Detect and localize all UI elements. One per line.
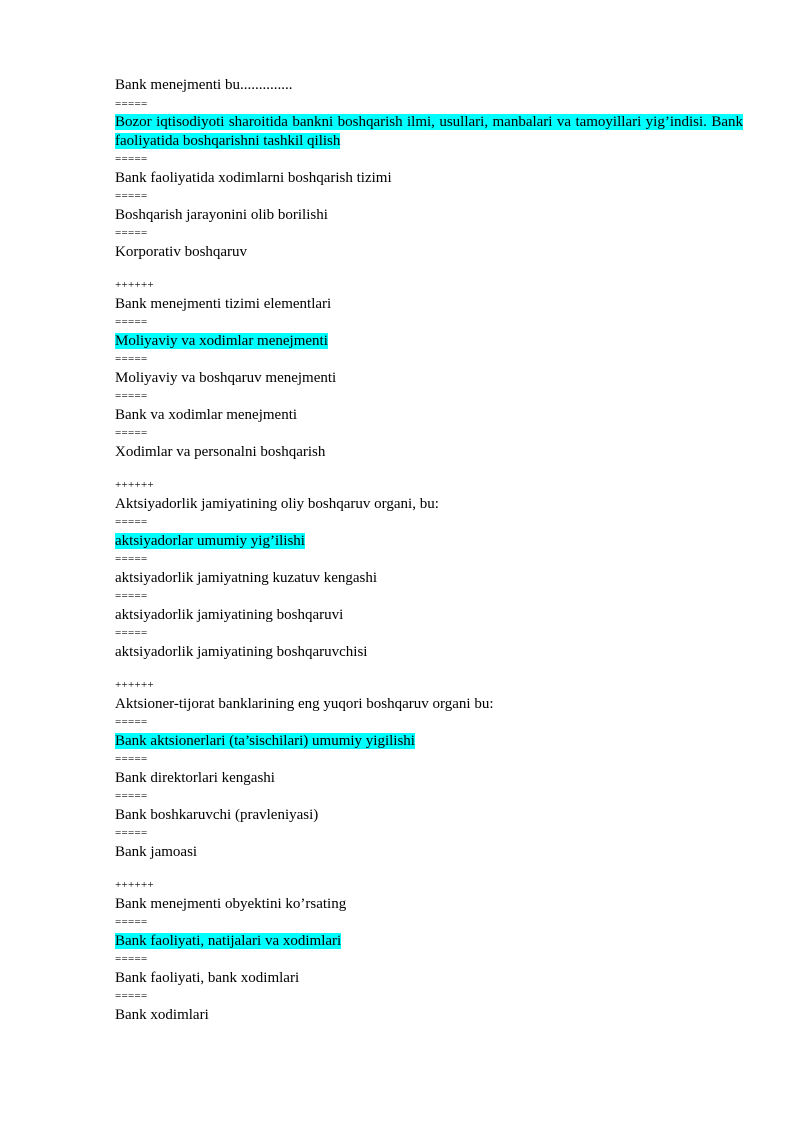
- answer-option: [115, 206, 743, 225]
- answer-separator: =====: [115, 753, 148, 765]
- answer-text: Bozor iqtisodiyoti sharoitida bankni boshqarish ilmi, usullari, manbalari va tamoyillari yig’indisi. Bank faoliyatida boshqarishni tashkil qilish: [115, 114, 743, 149]
- answer-text: Bank faoliyatida xodimlarni boshqarish tizimi: [115, 169, 392, 186]
- question-block-2: [115, 276, 743, 461]
- answer-separator: =====: [115, 953, 148, 965]
- answer-text: aktsiyadorlik jamiyatning kuzatuv kengashi: [115, 569, 378, 586]
- answer-text: Moliyaviy va boshqaruv menejmenti: [115, 369, 337, 386]
- answer-option: [115, 643, 743, 662]
- answer-separator: =====: [115, 590, 148, 602]
- answer-option: [115, 406, 743, 425]
- answer-text: aktsiyadorlar umumiy yig’ilishi: [115, 532, 305, 549]
- question-text: Aktsiyadorlik jamiyatining oliy boshqaruv organi, bu:: [115, 495, 439, 512]
- answer-separator: =====: [115, 916, 148, 928]
- answer-option: [115, 569, 743, 588]
- answer-option: [115, 243, 743, 262]
- answer-separator: =====: [115, 553, 148, 565]
- answer-option-correct: [115, 332, 743, 351]
- answer-separator: =====: [115, 790, 148, 802]
- question-block-5: [115, 876, 743, 1024]
- answer-separator: =====: [115, 153, 148, 165]
- question-separator: ++++++: [115, 679, 155, 691]
- question-separator: ++++++: [115, 279, 155, 291]
- answer-separator: =====: [115, 390, 148, 402]
- answer-option: [115, 969, 743, 988]
- answer-separator: =====: [115, 716, 148, 728]
- answer-separator: =====: [115, 427, 148, 439]
- answer-option-correct: [115, 113, 743, 150]
- answer-option: [115, 769, 743, 788]
- answer-text: Bank faoliyati, bank xodimlari: [115, 969, 300, 986]
- document-page: [115, 76, 743, 1024]
- answer-option: [115, 369, 743, 388]
- answer-separator: =====: [115, 627, 148, 639]
- question-block-1: [115, 76, 743, 261]
- question-separator: ++++++: [115, 479, 155, 491]
- question-text: Bank menejmenti obyektini ko’rsating: [115, 895, 347, 912]
- answer-text: Bank va xodimlar menejmenti: [115, 406, 298, 423]
- question-text: Bank menejmenti tizimi elementlari: [115, 295, 332, 312]
- answer-option: [115, 843, 743, 862]
- answer-separator: =====: [115, 227, 148, 239]
- answer-option: [115, 806, 743, 825]
- question-block-4: [115, 676, 743, 861]
- answer-text: Bank aktsionerlari (ta’sischilari) umumiy yigilishi: [115, 732, 415, 749]
- question-text: Aktsioner-tijorat banklarining eng yuqori boshqaruv organi bu:: [115, 695, 494, 712]
- answer-separator: =====: [115, 990, 148, 1002]
- answer-option-correct: [115, 732, 743, 751]
- answer-text: Bank faoliyati, natijalari va xodimlari: [115, 932, 342, 949]
- answer-text: Korporativ boshqaruv: [115, 243, 248, 260]
- question-text: Bank menejmenti bu..............: [115, 77, 293, 93]
- answer-text: aktsiyadorlik jamiyatining boshqaruvchisi: [115, 643, 368, 660]
- answer-separator: =====: [115, 516, 148, 528]
- answer-text: Xodimlar va personalni boshqarish: [115, 443, 326, 460]
- question-separator: ++++++: [115, 879, 155, 891]
- answer-text: aktsiyadorlik jamiyatining boshqaruvi: [115, 606, 344, 623]
- answer-text: Bank jamoasi: [115, 843, 198, 860]
- answer-text: Bank xodimlari: [115, 1006, 209, 1023]
- answer-option-correct: [115, 932, 743, 951]
- answer-text: Boshqarish jarayonini olib borilishi: [115, 206, 328, 223]
- answer-text: Moliyaviy va xodimlar menejmenti: [115, 332, 328, 349]
- answer-option: [115, 169, 743, 188]
- answer-separator: =====: [115, 316, 148, 328]
- answer-option-correct: [115, 532, 743, 551]
- answer-text: Bank direktorlari kengashi: [115, 769, 275, 786]
- answer-separator: =====: [115, 97, 148, 110]
- answer-option: [115, 1006, 743, 1025]
- answer-option: [115, 606, 743, 625]
- answer-option: [115, 443, 743, 462]
- question-block-3: [115, 476, 743, 661]
- answer-separator: =====: [115, 827, 148, 839]
- answer-separator: =====: [115, 190, 148, 202]
- answer-separator: =====: [115, 353, 148, 365]
- answer-text: Bank boshkaruvchi (pravleniyasi): [115, 806, 319, 823]
